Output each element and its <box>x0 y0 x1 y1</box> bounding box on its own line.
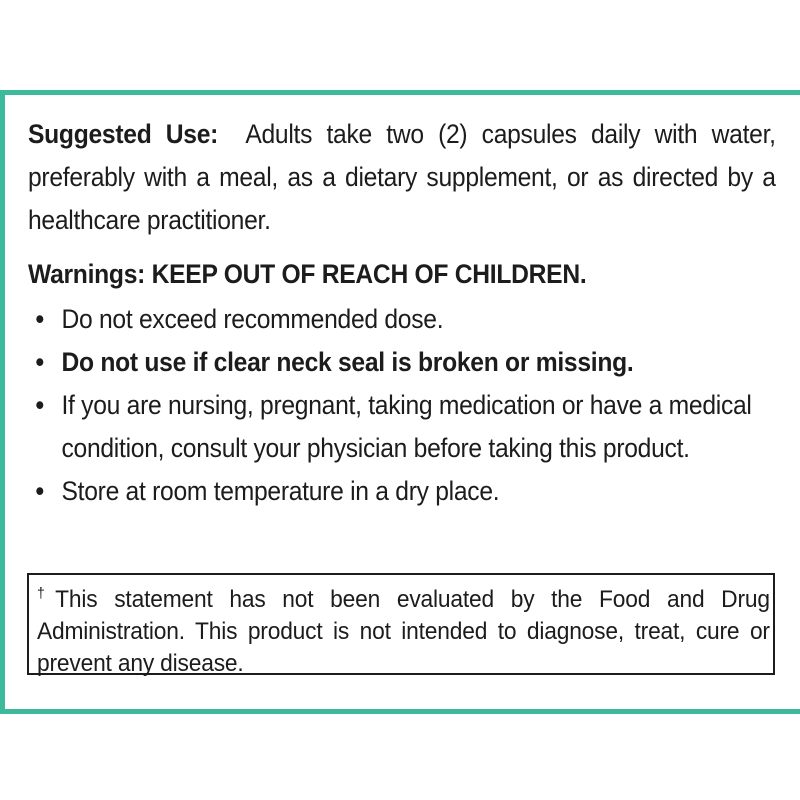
bullet-icon: • <box>35 304 44 334</box>
disclaimer-text: This statement has not been evaluated by the Food and Drug Administration. This product is not intended to diagnose, treat, cure or prevent any disease. <box>37 586 770 677</box>
suggested-use-section <box>28 113 776 242</box>
disclaimer-box <box>27 573 775 675</box>
warning-item <box>28 298 800 341</box>
bullet-icon: • <box>35 347 44 377</box>
warning-item <box>28 470 800 513</box>
warning-text: Store at room temperature in a dry place. <box>61 476 500 506</box>
suggested-use-text: Adults take two (2) capsules daily with water, preferably with a meal, as a dietary supplement, or as directed by a healthcare practitioner. <box>28 119 776 235</box>
bullet-icon: • <box>35 476 44 506</box>
warning-text: Do not use if clear neck seal is broken or missing. <box>61 347 634 377</box>
warning-text: Do not exceed recommended dose. <box>61 304 444 334</box>
warning-item <box>28 341 800 384</box>
bullet-icon: • <box>35 390 44 420</box>
warnings-heading: Warnings: KEEP OUT OF REACH OF CHILDREN. <box>28 259 587 289</box>
suggested-use-heading: Suggested Use: <box>28 119 219 149</box>
disclaimer <box>37 578 770 680</box>
warning-text: If you are nursing, pregnant, taking medication or have a medical condition, consult your physician before taking this product. <box>61 390 752 463</box>
warnings-list <box>28 298 791 513</box>
warnings-section <box>28 253 791 513</box>
warning-item <box>28 384 800 470</box>
label-panel <box>0 90 800 714</box>
dagger-mark: † <box>37 585 56 602</box>
